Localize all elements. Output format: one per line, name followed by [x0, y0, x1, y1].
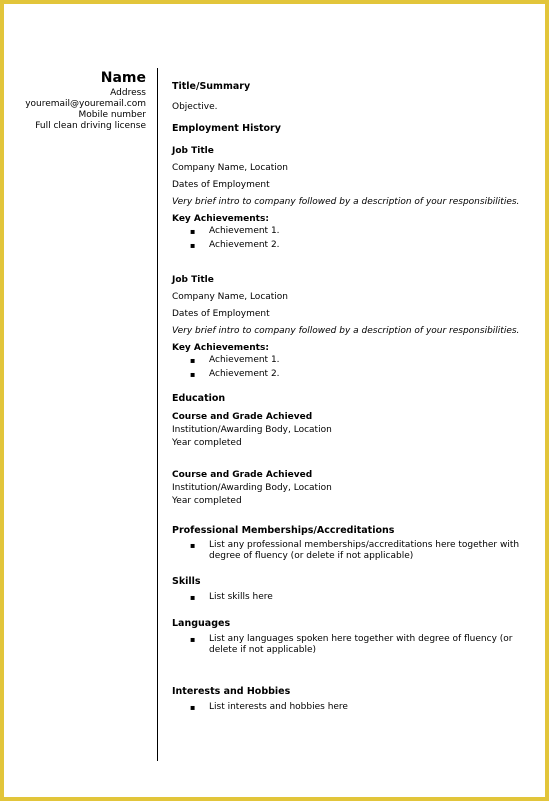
job-title: Job Title	[172, 146, 214, 156]
job-intro: Very brief intro to company followed by a description of your responsibilities.	[172, 197, 520, 207]
company: Company Name, Location	[172, 292, 289, 302]
interests-list	[172, 702, 532, 713]
memberships-heading: Professional Memberships/Accreditations	[172, 525, 395, 536]
achievement-item: ▪ Achievement 1.	[172, 226, 532, 237]
dates: Dates of Employment	[172, 180, 270, 190]
job-title: Job Title	[172, 275, 214, 285]
interests-heading: Interests and Hobbies	[172, 686, 291, 697]
resume-body	[172, 80, 532, 716]
candidate-name: Name	[100, 70, 146, 86]
divider-line	[157, 68, 158, 761]
languages-heading: Languages	[172, 618, 231, 629]
membership-item: ▪ List any professional memberships/accreditations here together with degree of fluency (or delete if not applicable)	[172, 540, 532, 562]
memberships-list	[172, 540, 532, 562]
mobile-number: Mobile number	[78, 110, 146, 120]
job-intro: Very brief intro to company followed by a description of your responsibilities.	[172, 326, 520, 336]
skills-heading: Skills	[172, 576, 201, 587]
language-item: ▪ List any languages spoken here together with degree of fluency (or delete if not applicable)	[172, 634, 532, 656]
job-entry	[172, 145, 532, 251]
achievements-list	[172, 355, 532, 380]
company: Company Name, Location	[172, 163, 289, 173]
achievement-item: ▪ Achievement 2.	[172, 369, 532, 380]
year: Year completed	[172, 496, 242, 506]
skills-list	[172, 592, 532, 603]
email: youremail@youremail.com	[25, 99, 146, 109]
education-heading: Education	[172, 393, 226, 404]
address: Address	[110, 88, 146, 98]
achievement-item: ▪ Achievement 1.	[172, 355, 532, 366]
achievements-list	[172, 226, 532, 251]
year: Year completed	[172, 438, 242, 448]
interest-item: ▪ List interests and hobbies here	[172, 702, 532, 713]
institution: Institution/Awarding Body, Location	[172, 483, 332, 493]
achievement-item: ▪ Achievement 2.	[172, 240, 532, 251]
course: Course and Grade Achieved	[172, 412, 313, 422]
education-entry	[172, 411, 532, 450]
achievements-label: Key Achievements:	[172, 343, 269, 353]
driving-license: Full clean driving license	[35, 121, 146, 131]
employment-heading: Employment History	[172, 123, 281, 134]
skill-item: ▪ List skills here	[172, 592, 532, 603]
dates: Dates of Employment	[172, 309, 270, 319]
contact-block	[1, 68, 146, 132]
summary-heading: Title/Summary	[172, 81, 251, 92]
objective: Objective.	[172, 102, 218, 112]
education-entry	[172, 469, 532, 508]
institution: Institution/Awarding Body, Location	[172, 425, 332, 435]
achievements-label: Key Achievements:	[172, 214, 269, 224]
course: Course and Grade Achieved	[172, 470, 313, 480]
languages-list	[172, 634, 532, 656]
job-entry	[172, 274, 532, 380]
